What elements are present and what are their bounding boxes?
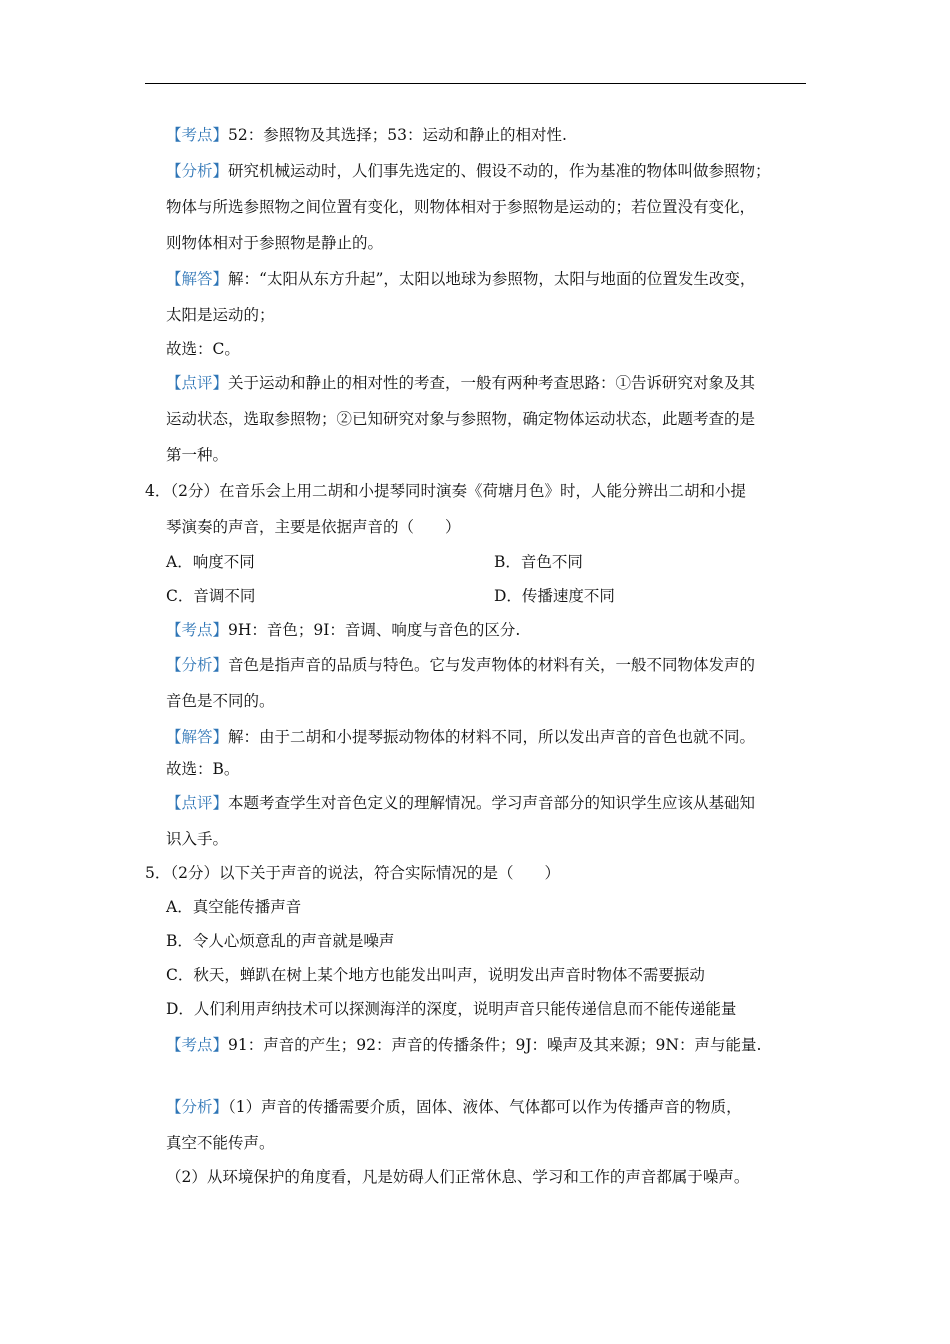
q3-answer: 故选：C。 (166, 340, 240, 358)
q4-stem-line-1: 4．（2分）在音乐会上用二胡和小提琴同时演奏《荷塘月色》时，人能分辨出二胡和小提 (145, 482, 746, 500)
q4-answer: 故选：B。 (166, 760, 240, 778)
q4-jieda: 【解答】解：由于二胡和小提琴振动物体的材料不同，所以发出声音的音色也就不同。 (166, 728, 756, 746)
q5-kaodian: 【考点】91：声音的产生；92：声音的传播条件；9J：噪声及其来源；9N：声与能量. (166, 1036, 762, 1054)
q4-stem-line-2: 琴演奏的声音，主要是依据声音的（ ） (166, 518, 461, 536)
q5-option-d: D．人们利用声纳技术可以探测海洋的深度，说明声音只能传递信息而不能传递能量 (166, 1000, 737, 1018)
q4-option-a: A．响度不同 (166, 553, 255, 571)
q4-dianping-line-2: 识入手。 (166, 830, 229, 848)
q5-fenxi-line-2: 真空不能传声。 (166, 1134, 275, 1152)
q4-dianping-line-1: 【点评】本题考查学生对音色定义的理解情况。学习声音部分的知识学生应该从基础知 (166, 794, 756, 812)
q3-fenxi-line-1: 【分析】研究机械运动时，人们事先选定的、假设不动的，作为基准的物体叫做参照物； (166, 162, 771, 180)
q3-jieda-line-2: 太阳是运动的； (166, 306, 275, 324)
q5-option-a: A．真空能传播声音 (166, 898, 302, 916)
q4-kaodian: 【考点】9H：音色；9I：音调、响度与音色的区分. (166, 621, 521, 639)
header-rule (145, 83, 806, 84)
q4-fenxi-line-2: 音色是不同的。 (166, 692, 275, 710)
q5-stem: 5．（2分）以下关于声音的说法，符合实际情况的是（ ） (145, 864, 560, 882)
q3-fenxi-line-3: 则物体相对于参照物是静止的。 (166, 234, 384, 252)
q3-kaodian: 【考点】52：参照物及其选择；53：运动和静止的相对性. (166, 126, 567, 144)
q4-option-d: D．传播速度不同 (494, 587, 615, 605)
q5-fenxi-line-1: 【分析】（1）声音的传播需要介质，固体、液体、气体都可以作为传播声音的物质， (166, 1098, 742, 1116)
q3-fenxi-line-2: 物体与所选参照物之间位置有变化，则物体相对于参照物是运动的；若位置没有变化， (166, 198, 756, 216)
q3-jieda-line-1: 【解答】解：“太阳从东方升起”，太阳以地球为参照物，太阳与地面的位置发生改变， (166, 270, 756, 288)
q3-dianping-line-1: 【点评】关于运动和静止的相对性的考查，一般有两种考查思路：①告诉研究对象及其 (166, 374, 756, 392)
q4-option-c: C．音调不同 (166, 587, 256, 605)
q5-fenxi-line-3: （2）从环境保护的角度看，凡是妨碍人们正常休息、学习和工作的声音都属于噪声。 (166, 1168, 750, 1186)
q5-option-c: C．秋天，蝉趴在树上某个地方也能发出叫声，说明发出声音时物体不需要振动 (166, 966, 705, 984)
q4-fenxi-line-1: 【分析】音色是指声音的品质与特色。它与发声物体的材料有关，一般不同物体发声的 (166, 656, 756, 674)
q5-option-b: B．令人心烦意乱的声音就是噪声 (166, 932, 395, 950)
q3-dianping-line-2: 运动状态，选取参照物；②已知研究对象与参照物，确定物体运动状态，此题考查的是 (166, 410, 756, 428)
q3-dianping-line-3: 第一种。 (166, 446, 229, 464)
q4-option-b: B．音色不同 (494, 553, 583, 571)
